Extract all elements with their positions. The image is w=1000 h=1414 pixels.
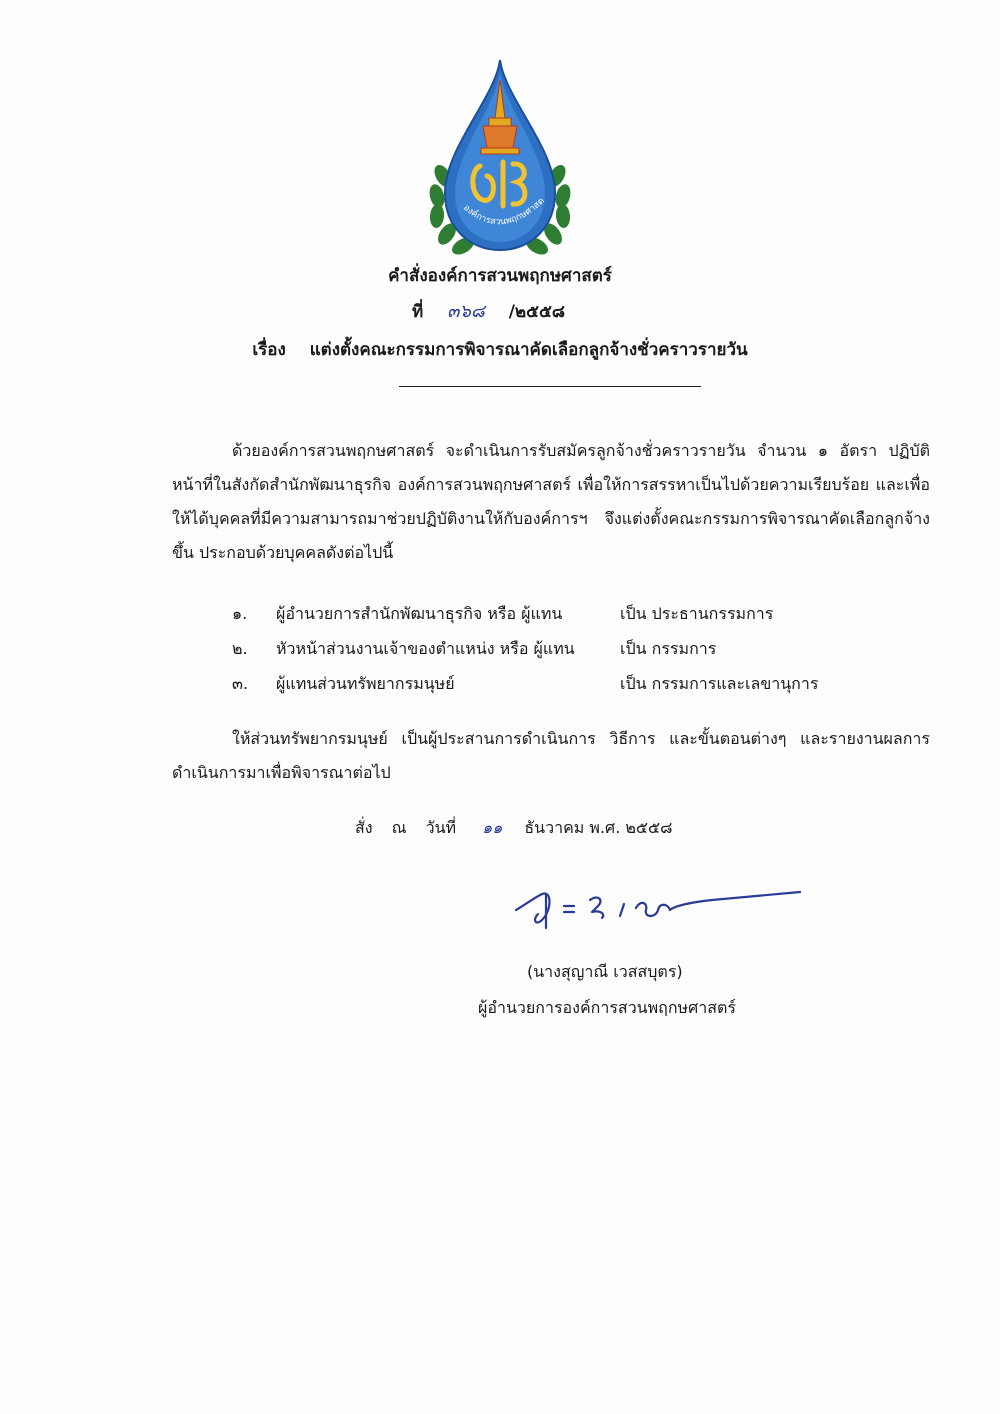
signer-title: ผู้อำนวยการองค์การสวนพฤกษศาสตร์ [478,998,736,1017]
date-order-word: สั่ง [355,818,373,837]
order-number-handwritten: ๓๖๘ [447,301,485,322]
list-item-description: ผู้แทนส่วนทรัพยากรมนุษย์ [276,674,455,693]
list-item-role: เป็น กรรมการ [620,639,717,658]
list-item [232,596,932,631]
date-day-handwritten: ๑๑ [482,818,503,837]
list-item-number: ๓. [232,674,249,693]
signer-name: (นางสุญาณี เวสสบุตร) [527,962,683,981]
list-item-description: หัวหน้าส่วนงานเจ้าของตำแหน่ง หรือ ผู้แทน [276,639,575,658]
order-date [355,816,686,841]
committee-list [232,596,932,701]
list-item-number: ๒. [232,639,248,658]
emblem-text: องค์การสวนพฤกษศาสต [461,196,547,228]
list-item [232,666,932,701]
list-item-role: เป็น กรรมการและเลขานุการ [620,674,819,693]
subject-label: เรื่อง [252,340,286,360]
date-at-word: ณ [391,818,407,837]
list-item [232,631,932,666]
order-number-prefix: ที่ [412,302,424,322]
subject-text: แต่งตั้งคณะกรรมการพิจารณาคัดเลือกลูกจ้างชั่วคราวรายวัน [309,340,748,360]
order-number [412,296,565,325]
header-divider [399,386,701,387]
list-item-number: ๑. [232,604,248,623]
paragraph-coordination: ให้ส่วนทรัพยากรมนุษย์ เป็นผู้ประสานการดำเนินการ วิธีการ และขั้นตอนต่างๆ และรายงานผลการดำเนินการมาเพื่อพิจารณาต่อไป [172,729,930,782]
list-item-role: เป็น ประธานกรรมการ [620,604,774,623]
date-month-year: ธันวาคม พ.ศ. ๒๕๕๘ [524,818,673,837]
date-day-word: วันที่ [425,818,457,837]
order-title: คำสั่งองค์การสวนพฤกษศาสตร์ [388,266,612,286]
organization-emblem-icon [425,58,575,258]
order-number-suffix: /๒๕๕๘ [508,302,565,322]
subject-line [0,336,1000,363]
paragraph-intro: ด้วยองค์การสวนพฤกษศาสตร์ จะดำเนินการรับสมัครลูกจ้างชั่วคราวรายวัน จำนวน ๑ อัตรา ปฏิบัติหน้าที่ในสังกัดสำนักพัฒนาธุรกิจ องค์การสวนพฤกษศาสตร์ เพื่อให้การสรรหาเป็นไปด้วยความเรียบร้อย และเพื่อให้ได้บุคคลที่มีความสามารถมาช่วยปฏิบัติงานให้กับองค์การฯ จึงแต่งตั้งคณะกรรมการพิจารณาคัดเลือกลูกจ้างขึ้น ประกอบด้วยบุคคลดังต่อไปนี้ [172,441,930,562]
list-item-description: ผู้อำนวยการสำนักพัฒนาธุรกิจ หรือ ผู้แทน [276,604,563,623]
handwritten-signature-icon [512,880,812,940]
